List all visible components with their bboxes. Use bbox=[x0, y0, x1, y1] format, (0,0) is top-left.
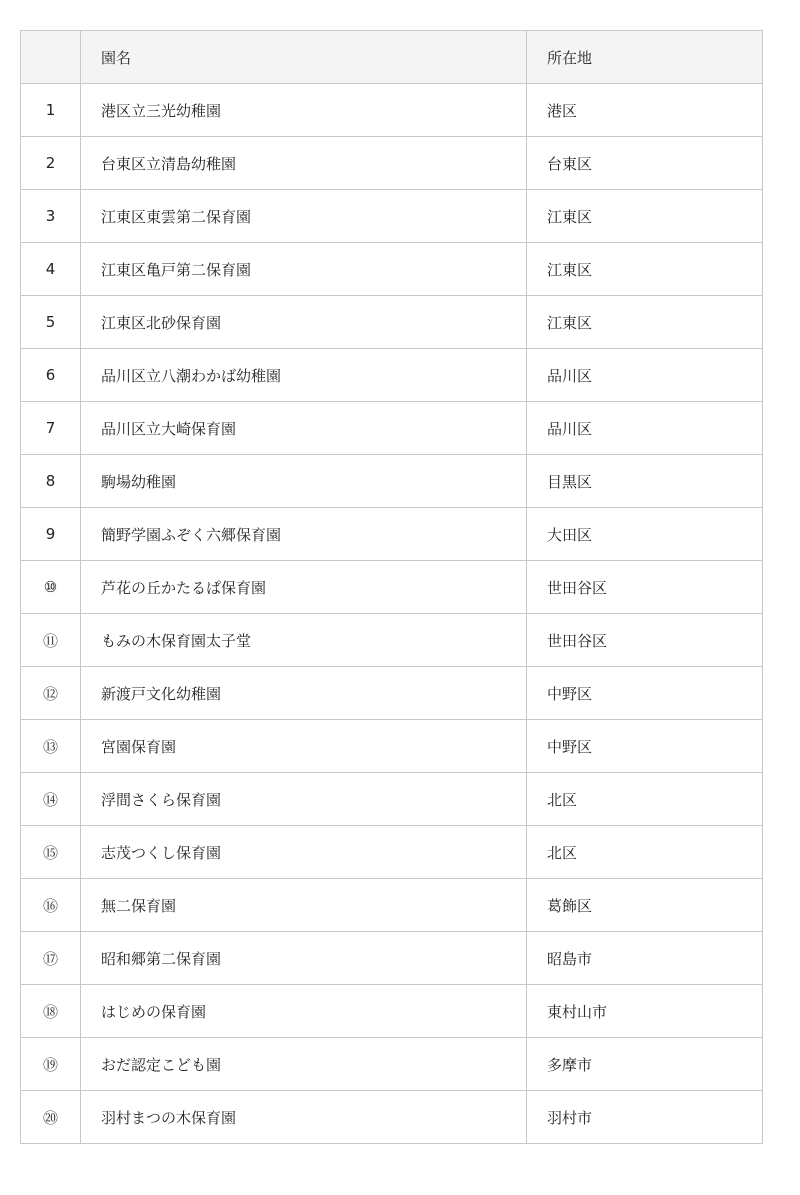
row-number: ⑫ bbox=[21, 667, 81, 720]
row-number: ⑱ bbox=[21, 985, 81, 1038]
table-row bbox=[21, 826, 763, 879]
table-row bbox=[21, 667, 763, 720]
kindergarten-location: 中野区 bbox=[527, 720, 763, 773]
kindergarten-location: 江東区 bbox=[527, 190, 763, 243]
row-number: 2 bbox=[21, 137, 81, 190]
table-row bbox=[21, 455, 763, 508]
row-number: ⑰ bbox=[21, 932, 81, 985]
kindergarten-location: 昭島市 bbox=[527, 932, 763, 985]
table-row bbox=[21, 296, 763, 349]
kindergarten-location: 江東区 bbox=[527, 243, 763, 296]
kindergarten-location: 品川区 bbox=[527, 349, 763, 402]
kindergarten-table-container bbox=[20, 30, 762, 1144]
kindergarten-name: 江東区東雲第二保育園 bbox=[81, 190, 527, 243]
kindergarten-name: 江東区北砂保育園 bbox=[81, 296, 527, 349]
kindergarten-name: 宮園保育園 bbox=[81, 720, 527, 773]
kindergarten-location: 東村山市 bbox=[527, 985, 763, 1038]
header-number bbox=[21, 31, 81, 84]
row-number: 6 bbox=[21, 349, 81, 402]
table-row bbox=[21, 402, 763, 455]
header-name: 園名 bbox=[81, 31, 527, 84]
table-row bbox=[21, 985, 763, 1038]
table-row bbox=[21, 1038, 763, 1091]
kindergarten-location: 北区 bbox=[527, 826, 763, 879]
table-row bbox=[21, 720, 763, 773]
kindergarten-location: 世田谷区 bbox=[527, 614, 763, 667]
kindergarten-location: 江東区 bbox=[527, 296, 763, 349]
table-header bbox=[21, 31, 763, 84]
kindergarten-location: 品川区 bbox=[527, 402, 763, 455]
table-row bbox=[21, 349, 763, 402]
row-number: 1 bbox=[21, 84, 81, 137]
kindergarten-location: 葛飾区 bbox=[527, 879, 763, 932]
kindergarten-name: 江東区亀戸第二保育園 bbox=[81, 243, 527, 296]
kindergarten-location: 目黒区 bbox=[527, 455, 763, 508]
table-row bbox=[21, 1091, 763, 1144]
kindergarten-name: 新渡戸文化幼稚園 bbox=[81, 667, 527, 720]
row-number: ⑮ bbox=[21, 826, 81, 879]
kindergarten-name: 港区立三光幼稚園 bbox=[81, 84, 527, 137]
row-number: 9 bbox=[21, 508, 81, 561]
row-number: 7 bbox=[21, 402, 81, 455]
table-row bbox=[21, 879, 763, 932]
table-body bbox=[21, 84, 763, 1144]
table-row bbox=[21, 932, 763, 985]
kindergarten-name: 志茂つくし保育園 bbox=[81, 826, 527, 879]
kindergarten-table bbox=[20, 30, 763, 1144]
kindergarten-location: 台東区 bbox=[527, 137, 763, 190]
kindergarten-name: 浮間さくら保育園 bbox=[81, 773, 527, 826]
header-location: 所在地 bbox=[527, 31, 763, 84]
row-number: ⑬ bbox=[21, 720, 81, 773]
kindergarten-location: 北区 bbox=[527, 773, 763, 826]
kindergarten-name: 品川区立八潮わかば幼稚園 bbox=[81, 349, 527, 402]
row-number: 5 bbox=[21, 296, 81, 349]
row-number: ⑩ bbox=[21, 561, 81, 614]
kindergarten-name: 芦花の丘かたるぱ保育園 bbox=[81, 561, 527, 614]
table-row bbox=[21, 190, 763, 243]
kindergarten-name: はじめの保育園 bbox=[81, 985, 527, 1038]
table-row bbox=[21, 508, 763, 561]
row-number: ⑭ bbox=[21, 773, 81, 826]
row-number: ⑯ bbox=[21, 879, 81, 932]
table-row bbox=[21, 614, 763, 667]
table-row bbox=[21, 773, 763, 826]
kindergarten-location: 世田谷区 bbox=[527, 561, 763, 614]
kindergarten-name: 無二保育園 bbox=[81, 879, 527, 932]
kindergarten-name: 羽村まつの木保育園 bbox=[81, 1091, 527, 1144]
kindergarten-name: 台東区立清島幼稚園 bbox=[81, 137, 527, 190]
table-row bbox=[21, 561, 763, 614]
row-number: 3 bbox=[21, 190, 81, 243]
row-number: 8 bbox=[21, 455, 81, 508]
kindergarten-location: 多摩市 bbox=[527, 1038, 763, 1091]
row-number: ⑪ bbox=[21, 614, 81, 667]
kindergarten-location: 羽村市 bbox=[527, 1091, 763, 1144]
row-number: 4 bbox=[21, 243, 81, 296]
kindergarten-location: 大田区 bbox=[527, 508, 763, 561]
table-row bbox=[21, 137, 763, 190]
kindergarten-name: 駒場幼稚園 bbox=[81, 455, 527, 508]
kindergarten-name: もみの木保育園太子堂 bbox=[81, 614, 527, 667]
kindergarten-name: 品川区立大崎保育園 bbox=[81, 402, 527, 455]
table-row bbox=[21, 243, 763, 296]
kindergarten-name: 簡野学園ふぞく六郷保育園 bbox=[81, 508, 527, 561]
kindergarten-name: おだ認定こども園 bbox=[81, 1038, 527, 1091]
kindergarten-name: 昭和郷第二保育園 bbox=[81, 932, 527, 985]
kindergarten-location: 港区 bbox=[527, 84, 763, 137]
row-number: ⑳ bbox=[21, 1091, 81, 1144]
table-row bbox=[21, 84, 763, 137]
header-row bbox=[21, 31, 763, 84]
row-number: ⑲ bbox=[21, 1038, 81, 1091]
kindergarten-location: 中野区 bbox=[527, 667, 763, 720]
